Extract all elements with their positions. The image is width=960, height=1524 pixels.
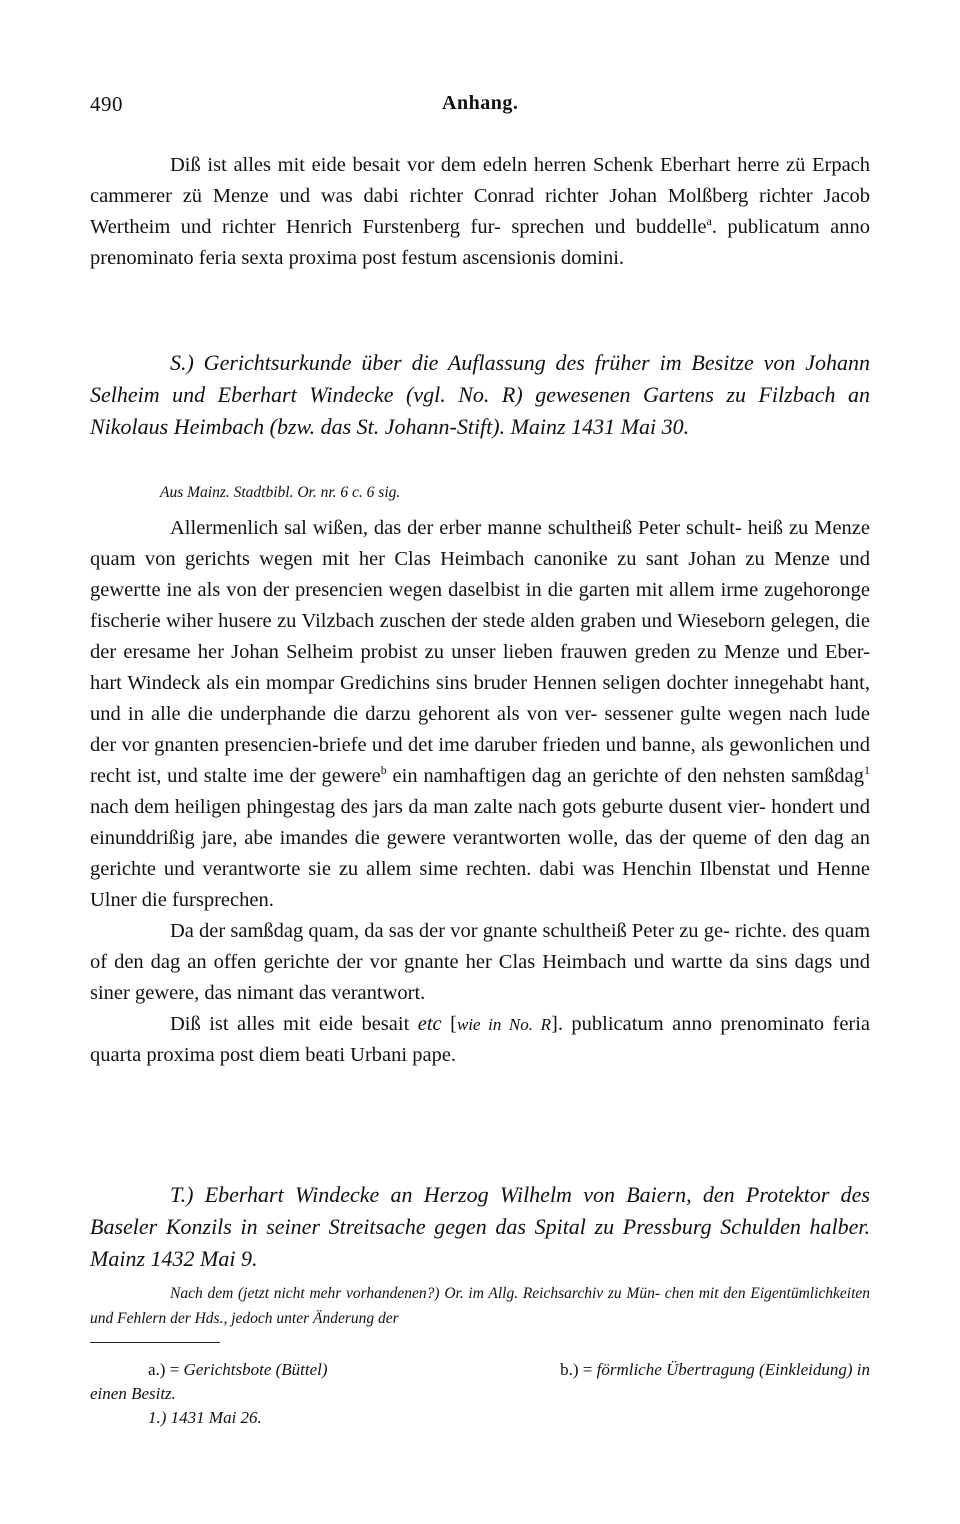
source-note: Aus Mainz. Stadtbibl. Or. nr. 6 c. 6 sig. bbox=[160, 484, 401, 501]
page-header bbox=[90, 92, 870, 128]
footnotes bbox=[90, 1358, 870, 1430]
footnote-line bbox=[90, 1406, 870, 1430]
section-t-heading bbox=[90, 1179, 870, 1275]
text-line: heiß zu Menze quam von gerichts wegen mit her Clas Heimbach canonike zu bbox=[90, 517, 871, 570]
heading-line: von Johann Selheim und Eberhart Windecke (vgl. No. R) gewesenen Gartens bbox=[90, 350, 871, 407]
text-line: Allermenlich sal wißen, das der erber manne schultheiß Peter schult- bbox=[170, 517, 742, 539]
footnote-marker: 1 bbox=[864, 763, 870, 778]
footnote-text: 1431 Mai 26. bbox=[170, 1408, 262, 1427]
heading-line: T.) Eberhart Windecke an Herzog Wilhelm von Baiern, den bbox=[170, 1182, 735, 1207]
text-line: Johan Selheim probist zu unser lieben frauwen greden zu Menze und Eber- bbox=[231, 641, 871, 663]
text-line: Diß ist alles mit eide besait vor dem edeln herren Schenk Eberhart bbox=[170, 154, 731, 176]
text-line: herre zü Erpach cammerer zü Menze und was dabi richter Conrad richter bbox=[90, 154, 871, 207]
text-line: in die garten mit allem irme zugehoronge fischerie wiher husere zu Vilzbach bbox=[90, 579, 871, 632]
paragraph-r-ending bbox=[90, 150, 870, 274]
text-line: ]. publicatum anno bbox=[551, 1013, 712, 1035]
text-line: [ bbox=[441, 1013, 457, 1035]
text-line: . publicatum anno prenominato feria sexta proxima bbox=[90, 216, 870, 269]
footnote-marker: a bbox=[706, 214, 712, 229]
text-line: heiligen phingestag des jars da man zalte nach gots geburte dusent vier- bbox=[174, 796, 766, 818]
text-line: Johan Molßberg richter Jacob Wertheim und richter Henrich Furstenberg fur- bbox=[90, 185, 870, 238]
page-number: 490 bbox=[90, 92, 123, 116]
text-line: Da der samßdag quam, da sas der vor gnante schultheiß Peter zu ge- bbox=[170, 920, 730, 942]
text-line: zuschen der stede alden graben und Wieseborn gelegen, die der eresame her bbox=[90, 610, 871, 663]
paragraph bbox=[90, 513, 870, 916]
text-italic: etc bbox=[417, 1013, 442, 1035]
section-t-source bbox=[90, 1281, 870, 1331]
text-line: das der queme of den dag an gerichte und verantworte sie zu allem sime bbox=[90, 827, 870, 880]
text-italic: wie in No. R bbox=[456, 1015, 551, 1034]
footnote-line bbox=[90, 1358, 870, 1382]
heading-line: Pressburg Schulden halber. Mainz 1432 Mai 9. bbox=[90, 1214, 870, 1271]
text-line: hart Windeck als ein mompar Gredichins sins bruder Hennen seligen dochter bbox=[90, 672, 728, 694]
text-line: richte. des quam of den dag an offen gerichte der vor gnante her Clas bbox=[90, 920, 871, 973]
footnote-label: a.) = bbox=[148, 1360, 180, 1379]
paragraph bbox=[90, 1009, 870, 1071]
text-line: Diß ist alles mit eide besait bbox=[170, 1013, 418, 1035]
text-line: post festum ascensionis domini. bbox=[362, 247, 625, 269]
running-title: Anhang. bbox=[442, 92, 519, 114]
section-s-heading bbox=[90, 347, 870, 443]
heading-line: Protektor des Baseler Konzils in seiner Streitsache gegen das Spital zu bbox=[90, 1182, 870, 1239]
text-line: sprechen und buddelle bbox=[511, 216, 707, 238]
text-line: sessener gulte wegen nach lude der vor gnanten presencien-briefe und det ime bbox=[90, 703, 871, 756]
heading-line: 1431 Mai 30. bbox=[571, 414, 690, 439]
text-line: Heimbach und wartte da sins dags und siner gewere, das nimant das verantwort. bbox=[90, 951, 870, 1004]
paragraph bbox=[90, 916, 870, 1009]
source-note bbox=[90, 1281, 870, 1331]
heading-line: zu Filzbach an Nikolaus Heimbach (bzw. das St. Johann-Stift). Mainz bbox=[90, 382, 870, 439]
text-line: prenominato feria quarta proxima post diem beati Urbani pape. bbox=[90, 1013, 871, 1066]
heading-line: S.) Gerichtsurkunde über die Auflassung des früher im Besitze bbox=[170, 350, 754, 375]
footnote-marker: b bbox=[380, 763, 387, 778]
text-line: chen mit den Eigentümlichkeiten und Fehlern der Hds., jedoch unter Änderung der bbox=[90, 1285, 871, 1327]
text-line: rechten. dabi was Henchin Ilbenstat und Henne Ulner die fursprechen. bbox=[90, 858, 870, 911]
text-line: hondert und einunddrißig jare, abe imandes die gewere verantworten wolle, bbox=[90, 796, 871, 849]
text-line: daruber frieden und banne, als gewonlichen und recht ist, und stalte ime der bbox=[90, 734, 870, 787]
section-s-source bbox=[90, 480, 870, 505]
section-s-body bbox=[90, 513, 870, 1071]
text-line: nach dem bbox=[90, 796, 170, 818]
text-line: sant Johan zu Menze und gewertte ine als von der presencien wegen daselbist bbox=[90, 548, 870, 601]
footnote-text: einen Besitz. bbox=[90, 1384, 176, 1403]
footnote-divider bbox=[90, 1342, 220, 1343]
text-line: ein namhaftigen dag an gerichte of den nehsten samßdag bbox=[386, 765, 864, 787]
footnote-label: b.) = bbox=[560, 1360, 593, 1379]
footnote-text: förmliche Übertragung (Einkleidung) in bbox=[596, 1360, 870, 1379]
text-line: Nach dem (jetzt nicht mehr vorhandenen?) Or. im Allg. Reichsarchiv zu Mün- bbox=[170, 1285, 660, 1302]
footnote-text: Gerichtsbote (Büttel) bbox=[183, 1360, 328, 1379]
footnote-label: 1.) bbox=[148, 1408, 167, 1427]
text-line: innegehabt hant, und in alle die underphande die darzu gehorent als von ver- bbox=[90, 672, 871, 725]
text-line: gewere bbox=[321, 765, 381, 787]
